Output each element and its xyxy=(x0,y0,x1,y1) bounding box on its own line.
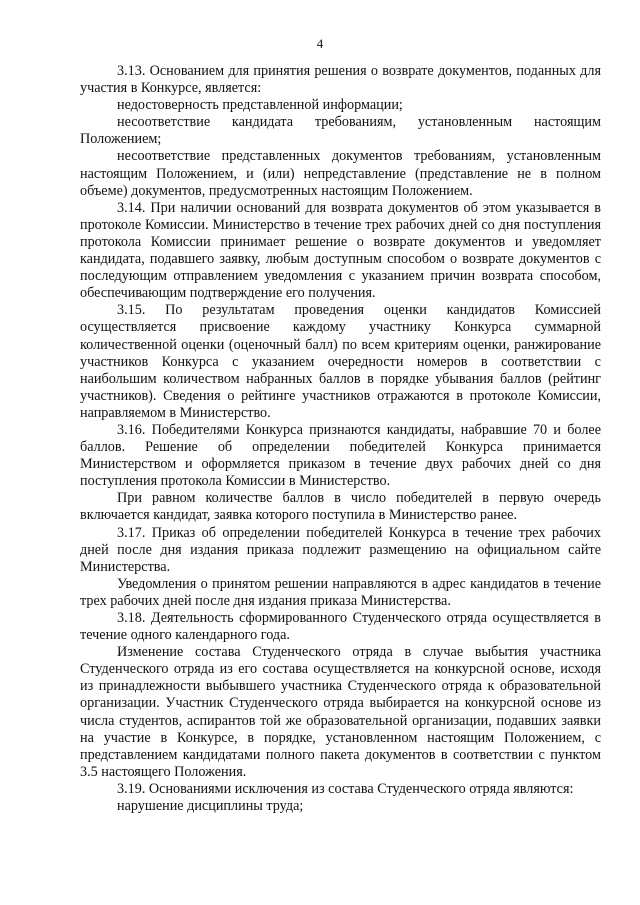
paragraph-3-14: 3.14. При наличии оснований для возврата документов об этом указывается в протоколе Комиссии. Министерство в течение трех рабочих дней со дня поступления протокола Комиссии принимает решение о возврате документов и уведомляет кандидата, подавшего заявку, любым доступным способом о возврате документов с последующим отправлением уведомления с указанием причин возврата способом, обеспечивающим подтверждение его получения. xyxy=(80,199,601,302)
list-item-candidate-mismatch: несоответствие кандидата требованиям, установленным настоящим Положением; xyxy=(80,114,601,148)
paragraph-composition-change: Изменение состава Студенческого отряда в случае выбытия участника Студенческого отряда из его состава осуществляется на конкурсной основе, исходя из принадлежности выбывшего участника Студенческого отряда к образовательной организации. Участник Студенческого отряда выбирается на конкурсной основе из числа студентов, аспирантов той же образовательной организации, подавших заявки на участие в Конкурсе, в порядке, установленном настоящим Положением, с представлением кандидатами полного пакета документов в соответствии с пунктом 3.5 настоящего Положения. xyxy=(80,644,601,780)
paragraph-3-16: 3.16. Победителями Конкурса признаются кандидаты, набравшие 70 и более баллов. Решение об определении победителей Конкурса принимается Министерством и оформляется приказом в течение двух рабочих дней со дня поступления протокола Комиссии в Министерство. xyxy=(80,421,601,490)
paragraph-3-17: 3.17. Приказ об определении победителей Конкурса в течение трех рабочих дней после дня издания приказа подлежит размещению на официальном сайте Министерства. xyxy=(80,524,601,575)
list-item-labor-discipline: нарушение дисциплины труда; xyxy=(117,798,304,815)
paragraph-3-15: 3.15. По результатам проведения оценки кандидатов Комиссией осуществляется присвоение каждому участнику Конкурса суммарной количественной оценки (оценочный балл) по всем критериям оценки, ранжирование участников Конкурса с указанием очередности номеров в соответствии с наибольшим количеством набранных баллов в порядке убывания баллов (рейтинг участников). Сведения о рейтинге участников отражаются в протоколе Комиссии, направляемом в Министерство. xyxy=(80,302,601,421)
document-body xyxy=(80,63,601,815)
paragraph-3-18: 3.18. Деятельность сформированного Студенческого отряда осуществляется в течение одного календарного года. xyxy=(80,610,601,644)
list-item-documents-mismatch: несоответствие представленных документов требованиям, установленным настоящим Положением, и (или) непредставление (представление не в полном объеме) документов, предусмотренных настоящим Положением. xyxy=(80,148,601,199)
paragraph-equal-points: При равном количестве баллов в число победителей в первую очередь включается кандидат, заявка которого поступила в Министерство ранее. xyxy=(80,490,601,524)
page-number: 4 xyxy=(316,36,324,51)
paragraph-3-19: 3.19. Основаниями исключения из состава Студенческого отряда являются: xyxy=(117,780,574,797)
list-item-unreliable-info: недостоверность представленной информации; xyxy=(117,97,403,114)
paragraph-notifications: Уведомления о принятом решении направляются в адрес кандидатов в течение трех рабочих дней после дня издания приказа Министерства. xyxy=(80,575,601,609)
paragraph-3-13: 3.13. Основанием для принятия решения о возврате документов, поданных для участия в Конкурсе, является: xyxy=(80,63,601,97)
